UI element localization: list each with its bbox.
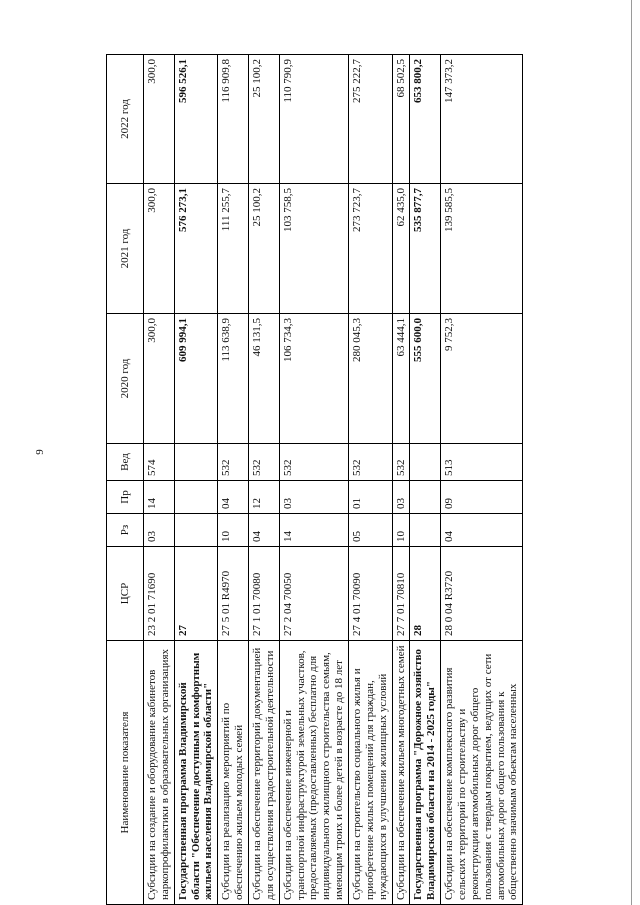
table-row [279, 55, 348, 905]
row-2020: 609 994,1 [174, 314, 218, 444]
row-csr: 23 2 01 71690 [144, 547, 175, 641]
row-name: Субсидии на реализацию мероприятий по обеспечению жильем молодых семей [218, 641, 249, 905]
row-pr: 03 [279, 481, 348, 514]
row-name: Субсидии на обеспечение жильем многодетных семей [392, 641, 410, 905]
row-pr: 04 [218, 481, 249, 514]
table-row [174, 55, 218, 905]
row-name: Субсидии на создание и оборудование кабинетов наркопрофилактики в образовательных организациях [144, 641, 175, 905]
header-cell: Наименование показателя [107, 641, 144, 905]
row-2022: 653 800,2 [410, 55, 441, 184]
row-name: Субсидии на обеспечение комплексного развития сельских территорий по строительству и реконструкции автомобильных дорог общего пользования с твердым покрытием, ведущих от сети автомобильных дорог общего пользования к общественно значимым объектам населенных [441, 641, 523, 905]
row-name: Государственная программа "Дорожное хозяйство Владимирской области на 2014 - 2025 годы" [410, 641, 441, 905]
row-2020: 555 600,0 [410, 314, 441, 444]
row-ved: 532 [218, 444, 249, 481]
row-ved: 532 [392, 444, 410, 481]
table-row [349, 55, 393, 905]
row-csr: 27 [174, 547, 218, 641]
row-rz: 05 [349, 514, 393, 547]
table-row [144, 55, 175, 905]
row-2022: 116 909,8 [218, 55, 249, 184]
page-number: 9 [34, 449, 46, 455]
table-row [218, 55, 249, 905]
row-rz: 04 [441, 514, 523, 547]
row-2022: 25 100,2 [249, 55, 280, 184]
table-header-row [107, 55, 144, 905]
row-csr: 27 1 01 70080 [249, 547, 280, 641]
row-csr: 28 0 04 R3720 [441, 547, 523, 641]
row-ved: 532 [279, 444, 348, 481]
row-2022: 147 373,2 [441, 55, 523, 184]
row-2022: 68 502,5 [392, 55, 410, 184]
header-cell: Пр [107, 481, 144, 514]
row-2020: 280 045,3 [349, 314, 393, 444]
header-cell: 2020 год [107, 314, 144, 444]
row-ved: 513 [441, 444, 523, 481]
header-cell: Вед [107, 444, 144, 481]
row-rz: 04 [249, 514, 280, 547]
table-row [392, 55, 410, 905]
row-2021: 139 585,5 [441, 184, 523, 314]
table-row [249, 55, 280, 905]
row-rz: 14 [279, 514, 348, 547]
row-2021: 576 273,1 [174, 184, 218, 314]
row-csr: 27 2 04 70050 [279, 547, 348, 641]
row-2021: 25 100,2 [249, 184, 280, 314]
row-2021: 535 877,7 [410, 184, 441, 314]
row-rz [174, 514, 218, 547]
header-cell: Рз [107, 514, 144, 547]
row-2022: 275 222,7 [349, 55, 393, 184]
row-2022: 110 790,9 [279, 55, 348, 184]
row-2022: 300,0 [144, 55, 175, 184]
budget-table [106, 54, 523, 905]
row-ved: 532 [349, 444, 393, 481]
row-csr: 27 5 01 R4970 [218, 547, 249, 641]
row-2021: 273 723,7 [349, 184, 393, 314]
row-name: Субсидии на строительство социального жилья и приобретение жилых помещений для граждан, нуждающихся в улучшении жилищных условий [349, 641, 393, 905]
scan-edge-line [631, 0, 632, 905]
row-2020: 106 734,3 [279, 314, 348, 444]
row-2020: 300,0 [144, 314, 175, 444]
rotated-page [106, 55, 616, 905]
row-2021: 103 758,5 [279, 184, 348, 314]
row-csr: 28 [410, 547, 441, 641]
row-name: Государственная программа Владимирской области "Обеспечение доступным и комфортным жильем населения Владимирской области" [174, 641, 218, 905]
row-2020: 63 444,1 [392, 314, 410, 444]
row-csr: 27 4 01 70090 [349, 547, 393, 641]
row-ved [410, 444, 441, 481]
row-pr: 09 [441, 481, 523, 514]
row-2020: 113 638,9 [218, 314, 249, 444]
row-name: Субсидии на обеспечение инженерной и транспортной инфраструктурой земельных участков, предоставляемых (предоставленных) бесплатно для индивидуального жилищного строительства семьям, имеющим троих и более детей в возрасте до 18 лет [279, 641, 348, 905]
row-rz: 10 [218, 514, 249, 547]
row-pr: 12 [249, 481, 280, 514]
row-rz: 03 [144, 514, 175, 547]
row-2021: 62 435,0 [392, 184, 410, 314]
row-2020: 46 131,5 [249, 314, 280, 444]
table-row [441, 55, 523, 905]
header-cell: ЦСР [107, 547, 144, 641]
row-ved [174, 444, 218, 481]
row-ved: 532 [249, 444, 280, 481]
header-cell: 2022 год [107, 55, 144, 184]
row-ved: 574 [144, 444, 175, 481]
header-cell: 2021 год [107, 184, 144, 314]
row-2021: 111 255,7 [218, 184, 249, 314]
row-rz [410, 514, 441, 547]
row-csr: 27 7 01 70810 [392, 547, 410, 641]
row-rz: 10 [392, 514, 410, 547]
row-name: Субсидии на обеспечение территорий документацией для осуществления градостроительной деятельности [249, 641, 280, 905]
table-row [410, 55, 441, 905]
row-2022: 596 526,1 [174, 55, 218, 184]
row-pr: 03 [392, 481, 410, 514]
row-pr: 14 [144, 481, 175, 514]
row-pr: 01 [349, 481, 393, 514]
row-2021: 300,0 [144, 184, 175, 314]
row-2020: 9 752,3 [441, 314, 523, 444]
row-pr [410, 481, 441, 514]
row-pr [174, 481, 218, 514]
